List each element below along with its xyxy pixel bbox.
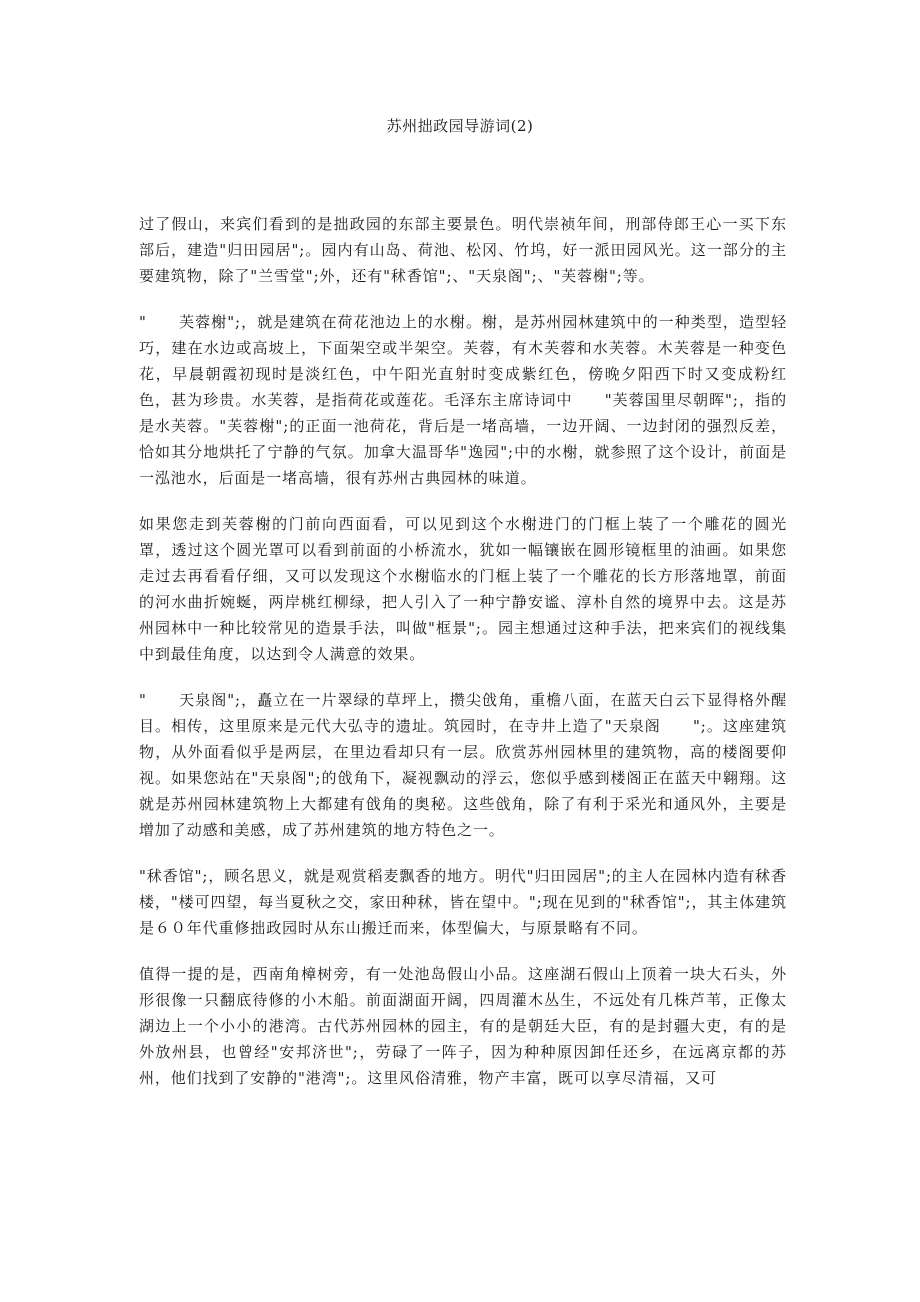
paragraph-tianquan-pavilion: " 天泉阁";，矗立在一片翠绿的草坪上，攒尖戗角，重檐八面，在蓝天白云下显得格外醒目。相传，这里原来是元代大弘寺的遗址。筑园时，在寺井上造了"天泉阁 ";。这座建筑物，从外面看似乎是两层，在里边看却只有一层。欣赏苏州园林里的建筑物，高的楼阁要仰视。如果您站在"天泉阁";的戗角下，凝视飘动的浮云，您似乎感到楼阁正在蓝天中翱翔。这就是苏州园林建筑物上大都建有戗角的奥秘。这些戗角，除了有利于采光和通风外，主要是增加了动感和美感，成了苏州建筑的地方特色之一。 bbox=[139, 691, 787, 839]
document-body bbox=[139, 211, 787, 1111]
page-title: 苏州拙政园导游词(2) bbox=[386, 117, 534, 135]
paragraph-rockery-harbor: 值得一提的是，西南角樟树旁，有一处池岛假山小品。这座湖石假山上顶着一块大石头，外形很像一只翻底待修的小木船。前面湖面开阔，四周灌木丛生，不远处有几株芦苇，正像太湖边上一个小小的港湾。古代苏州园林的园主，有的是朝廷大臣，有的是封疆大吏，有的是外放州县，也曾经"安邦济世";，劳碌了一阵子，因为种种原因卸任还乡，在远离京都的苏州，他们找到了安静的"港湾";。这里风俗清雅，物产丰富，既可以享尽清福，又可 bbox=[139, 965, 787, 1087]
paragraph-framed-scenery: 如果您走到芙蓉榭的门前向西面看，可以见到这个水榭进门的门框上装了一个雕花的圆光罩，透过这个圆光罩可以看到前面的小桥流水，犹如一幅镶嵌在圆形镜框里的油画。如果您走过去再看看仔细，又可以发现这个水榭临水的门框上装了一个雕花的长方形落地罩，前面的河水曲折婉蜒，两岸桃红柳绿，把人引入了一种宁静安谧、淳朴自然的境界中去。这是苏州园林中一种比较常见的造景手法，叫做"框景";。园主想通过这种手法，把来宾们的视线集中到最佳角度，以达到令人满意的效果。 bbox=[139, 515, 787, 663]
paragraph-east-garden: 过了假山，来宾们看到的是拙政园的东部主要景色。明代崇祯年间，刑部侍郎王心一买下东部后，建造"归田园居";。园内有山岛、荷池、松冈、竹坞，好一派田园风光。这一部分的主要建筑物，除了"兰雪堂";外，还有"秫香馆";、"天泉阁";、"芙蓉榭";等。 bbox=[139, 215, 787, 285]
paragraph-shuxiang-hall: "秫香馆";，顾名思义，就是观赏稻麦飘香的地方。明代"归田园居";的主人在园林内造有秫香楼，"楼可四望，每当夏秋之交，家田种秫，皆在望中。";现在见到的"秫香馆";，其主体建筑是６０年代重修拙政园时从东山搬迁而来，体型偏大，与原景略有不同。 bbox=[139, 867, 787, 937]
paragraph-furong-pavilion: " 芙蓉榭";，就是建筑在荷花池边上的水榭。榭，是苏州园林建筑中的一种类型，造型轻巧，建在水边或高坡上，下面架空或半架空。芙蓉，有木芙蓉和水芙蓉。木芙蓉是一种变色花，早晨朝霞初现时是淡红色，中午阳光直射时变成紫红色，傍晚夕阳西下时又变成粉红色，甚为珍贵。水芙蓉，是指荷花或莲花。毛泽东主席诗词中 "芙蓉国里尽朝晖";，指的是水芙蓉。"芙蓉榭";的正面一池荷花，背后是一堵高墙，一边开阔、一边封闭的强烈反差，恰如其分地烘托了宁静的气氛。加拿大温哥华"逸园";中的水榭，就参照了这个设计，前面是一泓池水，后面是一堵高墙，很有苏州古典园林的味道。 bbox=[139, 313, 787, 487]
